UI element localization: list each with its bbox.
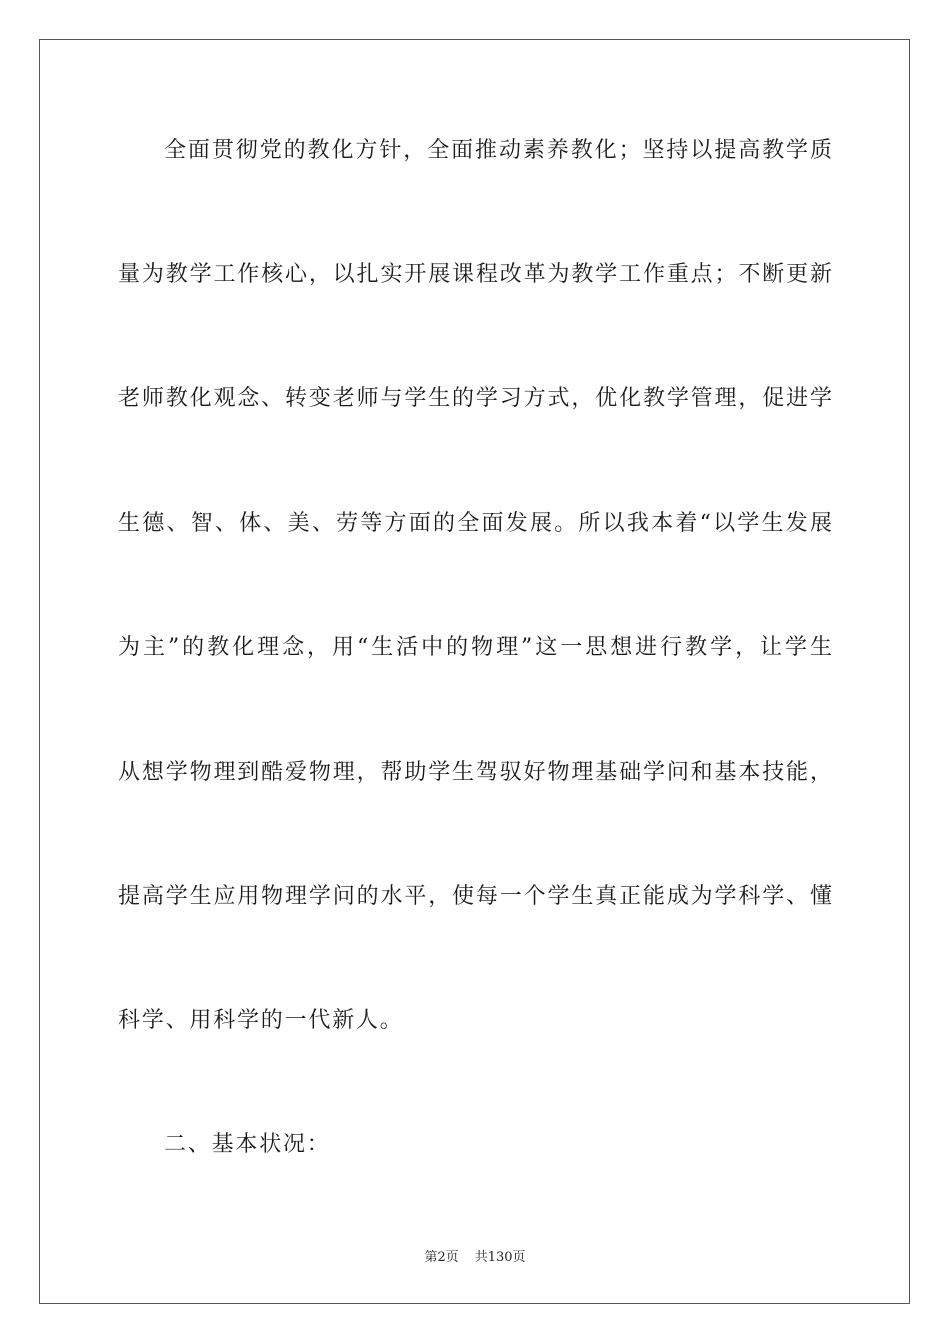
page-total: 共130页 xyxy=(474,1250,526,1265)
paragraph-line-7: 提高学生应用物理学问的水平，使每一个学生真正能成为学科学、懂 xyxy=(118,884,832,909)
paragraph-line-4: 生德、智、体、美、劳等方面的全面发展。所以我本着“以学生发展 xyxy=(118,511,832,536)
paragraph-line-1: 全面贯彻党的教化方针，全面推动素养教化；坚持以提高教学质 xyxy=(164,138,832,163)
page-number: 第2页 xyxy=(424,1250,459,1265)
paragraph-line-8: 科学、用科学的一代新人。 xyxy=(118,1008,404,1033)
paragraph-line-5: 为主”的教化理念，用“生活中的物理”这一思想进行教学，让学生 xyxy=(118,635,832,660)
page-footer xyxy=(0,1246,950,1265)
paragraph-line-6: 从想学物理到酷爱物理，帮助学生驾驭好物理基础学问和基本技能， xyxy=(118,760,832,785)
page-frame xyxy=(39,39,910,1304)
paragraph-line-3: 老师教化观念、转变老师与学生的学习方式，优化教学管理，促进学 xyxy=(118,386,832,411)
paragraph-line-2: 量为教学工作核心，以扎实开展课程改革为教学工作重点；不断更新 xyxy=(118,262,832,287)
section-heading: 二、基本状况： xyxy=(164,1132,331,1157)
